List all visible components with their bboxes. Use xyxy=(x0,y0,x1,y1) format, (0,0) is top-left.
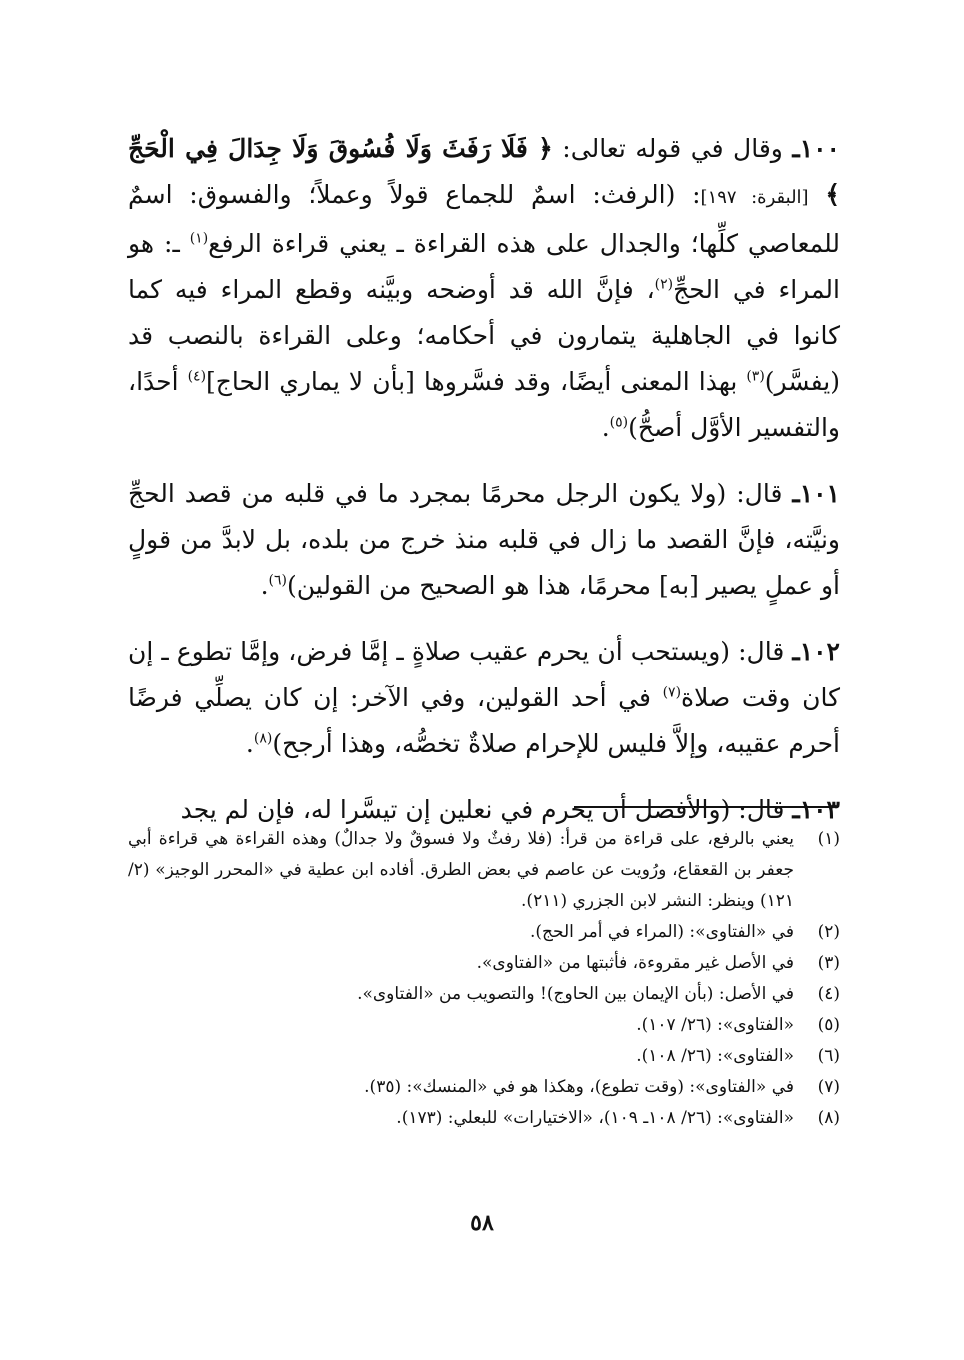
footnote-5 xyxy=(128,1010,840,1041)
footnotes xyxy=(128,824,840,1134)
footnote-text: يعني بالرفع، على قراءة من قرأ: (فلا رفثٌ ولا فسوقٌ ولا جدالٌ) وهذه القراءة هي قراءة أبي جعفر بن القعقاع، ورُويت عن عاصم في بعض الطرق. أفاده ابن عطية في «المحرر الوجيز» (٢/ ١٢١) وينظر: النشر لابن الجزري (٢١١). xyxy=(128,829,794,911)
footnote-text: في «الفتاوى»: (المراء في أمر الحج). xyxy=(529,922,794,942)
footnote-text: في الأصل غير مقروءة، فأثبتها من «الفتاوى». xyxy=(476,953,794,973)
paragraph-number: ١٠٢ـ xyxy=(792,637,840,666)
footnote-marker: (٥) xyxy=(609,414,629,431)
paragraph-100 xyxy=(128,126,840,451)
footnote-4 xyxy=(128,979,840,1010)
footnote-marker: (٨) xyxy=(253,730,273,747)
text-run: ، فإنَّ الله قد أوضحه وبيَّنه وقطع المراء فيه كما كانوا في الجاهلية يتمارون في أحكامه؛ وعلى القراءة بالنصب قد (يفسَّر) xyxy=(128,275,840,396)
footnote-separator xyxy=(574,806,830,808)
footnote-7 xyxy=(128,1072,840,1103)
footnote-marker: (٦) xyxy=(268,572,287,589)
paragraph-102 xyxy=(128,629,840,767)
footnote-number: (٢) xyxy=(817,922,840,942)
footnote-text: في الأصل: (بأن الإيمان بين الحاوج)! والتصويب من «الفتاوى». xyxy=(357,984,794,1004)
paragraph-101 xyxy=(128,471,840,609)
text-run: ـ: هو المراء في الحجِّ xyxy=(128,229,840,304)
footnote-number: (٧) xyxy=(817,1077,840,1097)
page-number: ٥٨ xyxy=(470,1210,494,1236)
text-run: قال: (ويستحب أن يحرم عقيب صلاةٍ ـ إمَّا فرض، وإمَّا تطوع ـ إن كان وقت صلاة xyxy=(128,637,840,712)
text-run: وقال في قوله تعالى: xyxy=(552,134,793,163)
paragraph-number: ١٠٠ـ xyxy=(792,134,840,163)
footnote-marker: (٢) xyxy=(654,276,674,293)
paragraph-number: ١٠٣ـ xyxy=(792,795,840,824)
footnote-marker: (٣) xyxy=(746,368,765,385)
footnote-8 xyxy=(128,1103,840,1134)
paragraph-number: ١٠١ـ xyxy=(792,479,840,508)
text-run xyxy=(809,180,826,209)
footnote-2 xyxy=(128,917,840,948)
text-run: : (الرفث: اسمٌ للجماع قولاً وعملاً؛ والفسوق: اسمٌ للمعاصي كلِّها؛ والجدال على هذه القراءة ـ يعني قراءة الرفع xyxy=(128,180,840,258)
footnote-number: (٦) xyxy=(817,1046,840,1066)
footnote-number: (٨) xyxy=(817,1108,840,1128)
footnote-1 xyxy=(128,824,840,917)
footnote-marker: (١) xyxy=(189,230,209,247)
text-run: . xyxy=(601,413,610,442)
text-run: قال: (والأفضل أن يحرم في نعلين إن تيسَّرا له، فإن لم يجد xyxy=(180,795,793,824)
text-run: قال: (ولا يكون الرجل محرمًا بمجرد ما في قلبه من قصد الحجِّ ونيَّته، فإنَّ القصد ما زال في قلبه منذ خرج من بلده، بل لابدَّ من قولٍ أو عملٍ يصير [به] محرمًا، هذا هو الصحيح من القولين) xyxy=(128,479,840,600)
verse-reference: [البقرة: ١٩٧] xyxy=(700,187,809,208)
footnote-text: في «الفتاوى»: (وقت تطوع)، وهكذا هو في «المنسك»: (٣٥). xyxy=(364,1077,794,1097)
footnote-6 xyxy=(128,1041,840,1072)
main-text xyxy=(128,126,840,853)
footnote-marker: (٤) xyxy=(187,368,207,385)
text-run: . xyxy=(260,571,269,600)
footnote-text: «الفتاوى»: (٢٦/ ١٠٧). xyxy=(636,1015,794,1035)
footnote-3 xyxy=(128,948,840,979)
footnote-number: (٣) xyxy=(817,953,840,973)
text-run: في أحد القولين، وفي الآخر: إن كان يصلِّي فرضًا أحرم عقيبه، وإلاَّ فليس للإحرام صلاةٌ تخصُّه، وهذا أرجح) xyxy=(128,683,840,758)
footnote-number: (١) xyxy=(817,829,840,849)
footnote-marker: (٧) xyxy=(662,684,682,701)
text-run: أحدًا، والتفسير الأوَّل أصحُّ) xyxy=(128,367,840,442)
quran-verse: ﴿ فَلَا رَفَثَ وَلَا فُسُوقَ وَلَا جِدَالَ فِي الْحَجِّ ﴾ xyxy=(128,134,840,209)
footnote-text: «الفتاوى»: (٢٦/ ١٠٨). xyxy=(636,1046,794,1066)
footnote-number: (٤) xyxy=(817,984,840,1004)
text-run: . xyxy=(245,729,254,758)
footnote-number: (٥) xyxy=(817,1015,840,1035)
footnote-text: «الفتاوى»: (٢٦/ ١٠٨ـ ١٠٩)، «الاختيارات» للبعلي: (١٧٣). xyxy=(396,1108,794,1128)
text-run: بهذا المعنى أيضًا، وقد فسَّروها [بأن لا يماري الحاج] xyxy=(206,367,747,396)
